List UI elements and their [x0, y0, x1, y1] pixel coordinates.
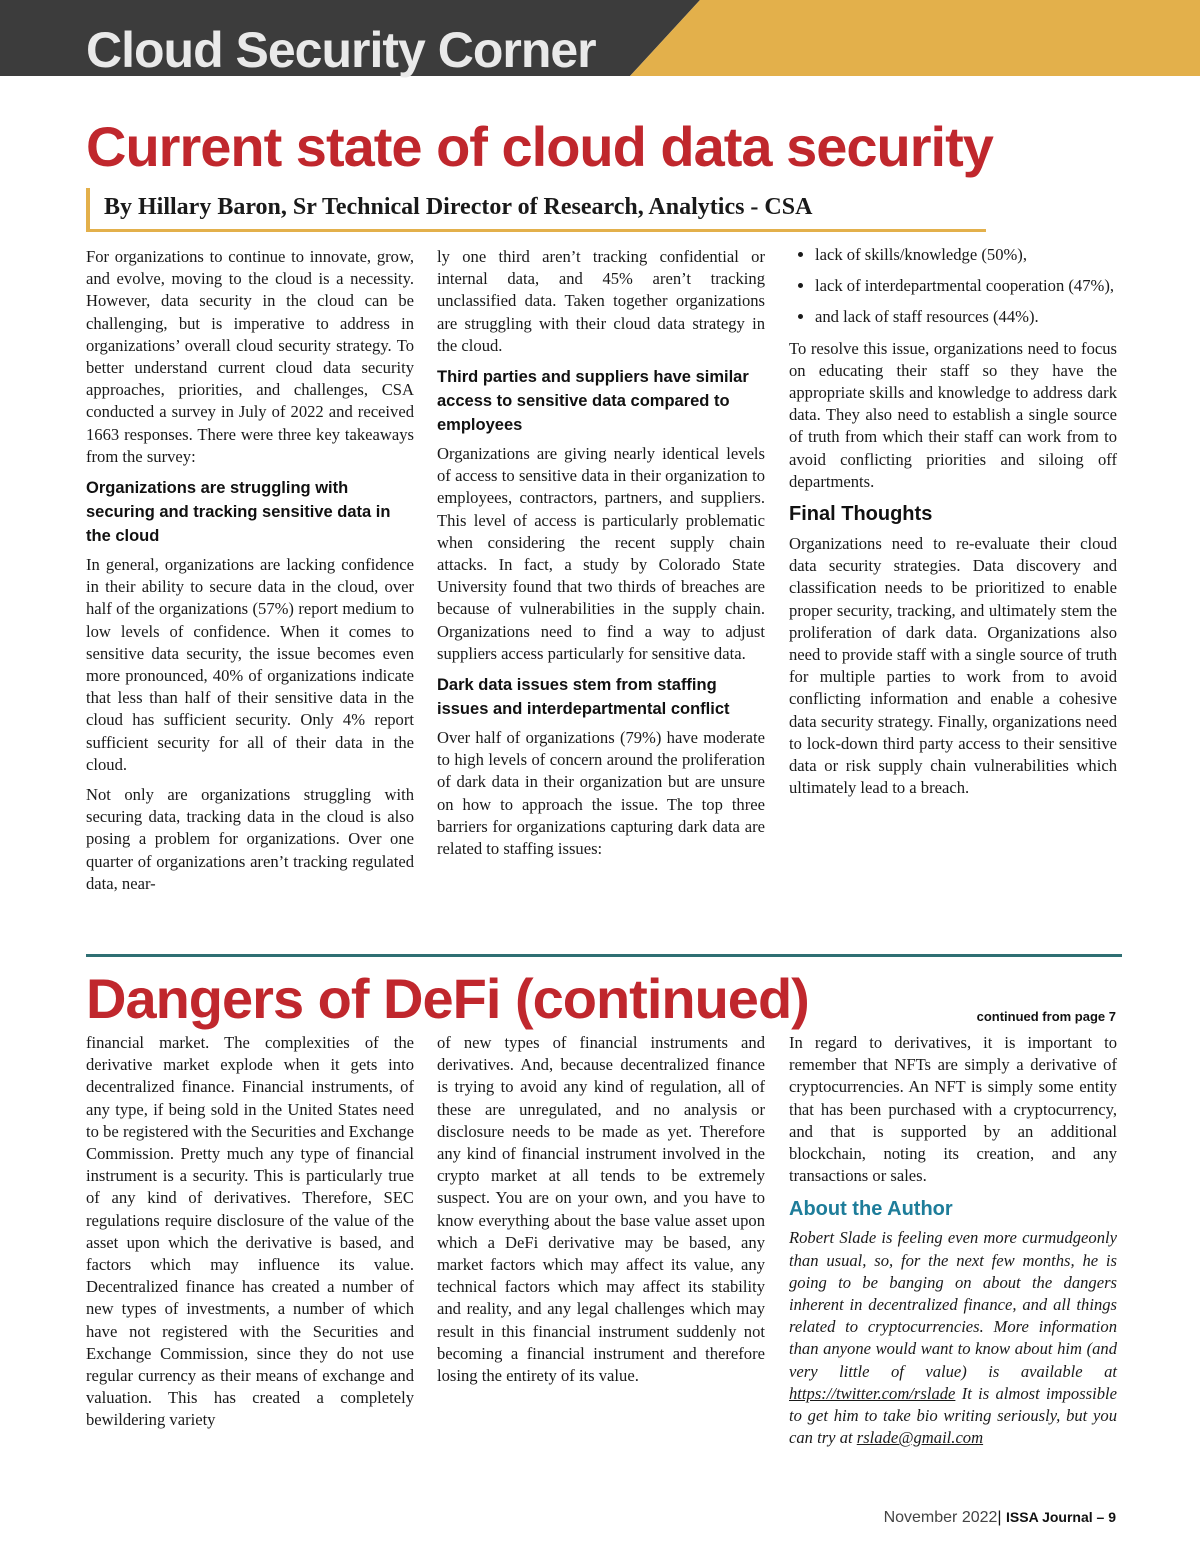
paragraph: In regard to derivatives, it is important to remember that NFTs are simply a derivative of cryptocurrencies. An NFT is simply some entity that has been purchased with a cryptocurrency, and that is supported by an additional blockchain, noting its creation, and any transactions or sales.	[789, 1033, 1117, 1186]
about-author-heading: About the Author	[789, 1198, 953, 1221]
article1-column-3	[789, 244, 1117, 807]
subheading: Dark data issues stem from staffing issues and interdepartmental conflict	[437, 676, 730, 719]
article2-column-3	[789, 1032, 1117, 1457]
article-title: Current state of cloud data security	[86, 115, 993, 178]
paragraph: Over half of organizations (79%) have moderate to high levels of concern around the proliferation of dark data in their organization but are unsure on how to approach the issue. The top three barriers for organizations capturing dark data are related to staffing issues:	[437, 728, 765, 859]
twitter-link[interactable]: https://twitter.com/rslade	[789, 1383, 956, 1403]
section-title: Cloud Security Corner	[86, 22, 596, 78]
issue-date: November 2022	[883, 1509, 998, 1526]
subheading: Third parties and suppliers have similar access to sensitive data compared to employees	[437, 368, 749, 435]
paragraph: Organizations are giving nearly identical levels of access to sensitive data in their organization to employees, contractors, partners, and suppliers. This level of access is particularly problematic when considering the recent supply chain attacks. In fact, a study by Colorado State University found that two thirds of breaches are because of vulnerabilities in the supply chain. Organizations need to find a way to adjust suppliers access particularly for sensitive data.	[437, 444, 765, 663]
article1-column-1	[86, 246, 414, 903]
list-item: • lack of skills/knowledge (50%),	[815, 244, 1117, 266]
paragraph: ly one third aren’t tracking confidential or internal data, and 45% aren’t tracking unclassified data. Taken together organizations are struggling with their cloud data strategy in the cloud.	[437, 247, 765, 355]
author-bio	[789, 1227, 1117, 1449]
bio-text: It is almost impossible to get him to take bio writing seriously, but you can try at	[789, 1383, 1117, 1448]
barrier-list	[789, 244, 1117, 329]
page-footer	[760, 1506, 1116, 1529]
byline-text: By Hillary Baron, Sr Technical Director of Research, Analytics - CSA	[104, 194, 813, 220]
article-title-2: Dangers of DeFi (continued)	[86, 967, 809, 1030]
paragraph: financial market. The complexities of the derivative market explode when it gets into decentralized finance. Financial instruments, of any type, if being sold in the United States need to be registered with the Securities and Exchange Commission. Pretty much any type of financial instrument is a security. This is particularly true of any kind of derivatives. Therefore, SEC regulations require disclosure of the value of the asset upon which the derivative is based, and factors which may influence its value. Decentralized finance has created a number of new types of investments, a number of which have not registered with the Securities and Exchange Commission, since they do not use regular currency as their means of exchange and valuation. This has created a completely bewildering variety	[86, 1033, 414, 1430]
paragraph: To resolve this issue, organizations need to focus on educating their staff so they have the appropriate skills and knowledge to address dark data. They also need to establish a single source of truth from which their staff can work from to avoid conflicting priorities and siloing off departments.	[789, 338, 1117, 491]
paragraph: Organizations need to re-evaluate their cloud data security strategies. Data discovery and classification needs to be prioritized to enable proper security, tracking, and ultimately stem the proliferation of dark data. Organizations also need to provide staff with a single source of truth for multiple parties to work from to avoid conflicting information and enable a cohesive data security strategy. Finally, organizations need to lock-down third party access to their sensitive data or risk supply chain vulnerabilities which ultimately lead to a breach.	[789, 534, 1117, 798]
continued-from-note: continued from page 7	[976, 1009, 1116, 1024]
article1-column-2	[437, 246, 765, 868]
list-item: • and lack of staff resources (44%).	[815, 306, 1117, 328]
bio-text: Robert Slade is feeling even more curmudgeonly than usual, so, for the next few months, he is going to be banging on about the dangers inherent in decentralized finance, and all things related to cryptocurrencies. More information than anyone would want to know about him (and very little of value) is available at	[789, 1228, 1117, 1381]
subheading: Organizations are struggling with securing and tracking sensitive data in the cloud	[86, 479, 391, 546]
journal-page: ISSA Journal – 9	[1006, 1509, 1116, 1525]
email-link[interactable]: rslade@gmail.com	[856, 1428, 984, 1448]
article2-column-2	[437, 1032, 765, 1395]
section-divider	[86, 954, 1122, 957]
section-banner	[0, 0, 1200, 76]
footer-separator: |	[997, 1509, 1002, 1526]
paragraph: Not only are organizations struggling with securing data, tracking data in the cloud is also posing a problem for organizations. Over one quarter of organizations aren’t tracking regulated data, near-	[86, 785, 414, 893]
subheading-final-thoughts: Final Thoughts	[789, 503, 933, 526]
paragraph: In general, organizations are lacking confidence in their ability to secure data in the cloud, over half of the organizations (57%) report medium to low levels of confidence. When it comes to sensitive data security, the issue becomes even more pronounced, 40% of organizations indicate that less than half of their sensitive data in the cloud has sufficient security. Only 4% report sufficient security for all of their data in the cloud.	[86, 555, 414, 774]
byline	[86, 188, 986, 232]
article2-column-1	[86, 1032, 414, 1440]
list-item: • lack of interdepartmental cooperation (47%),	[815, 275, 1117, 297]
paragraph: For organizations to continue to innovate, grow, and evolve, moving to the cloud is a necessity. However, data security in the cloud can be challenging, but is imperative to address in organizations’ overall cloud security strategy. To better understand current cloud data security approaches, priorities, and challenges, CSA conducted a survey in July of 2022 and received 1663 responses. There were three key takeaways from the survey:	[86, 247, 414, 466]
paragraph: of new types of financial instruments and derivatives. And, because decentralized finance is trying to avoid any kind of regulation, all of these are unregulated, and no analysis or disclosure needs to be made as yet. Therefore any kind of financial instrument involved in the crypto market at all tends to be extremely suspect. You are on your own, and you have to know everything about the base value asset upon which a DeFi derivative may be based, any market factors which may affect its value, any technical factors which may affect its stability and reality, and any legal challenges which may result in this financial instrument suddenly not becoming a financial instrument and therefore losing the entirety of its value.	[437, 1033, 765, 1386]
